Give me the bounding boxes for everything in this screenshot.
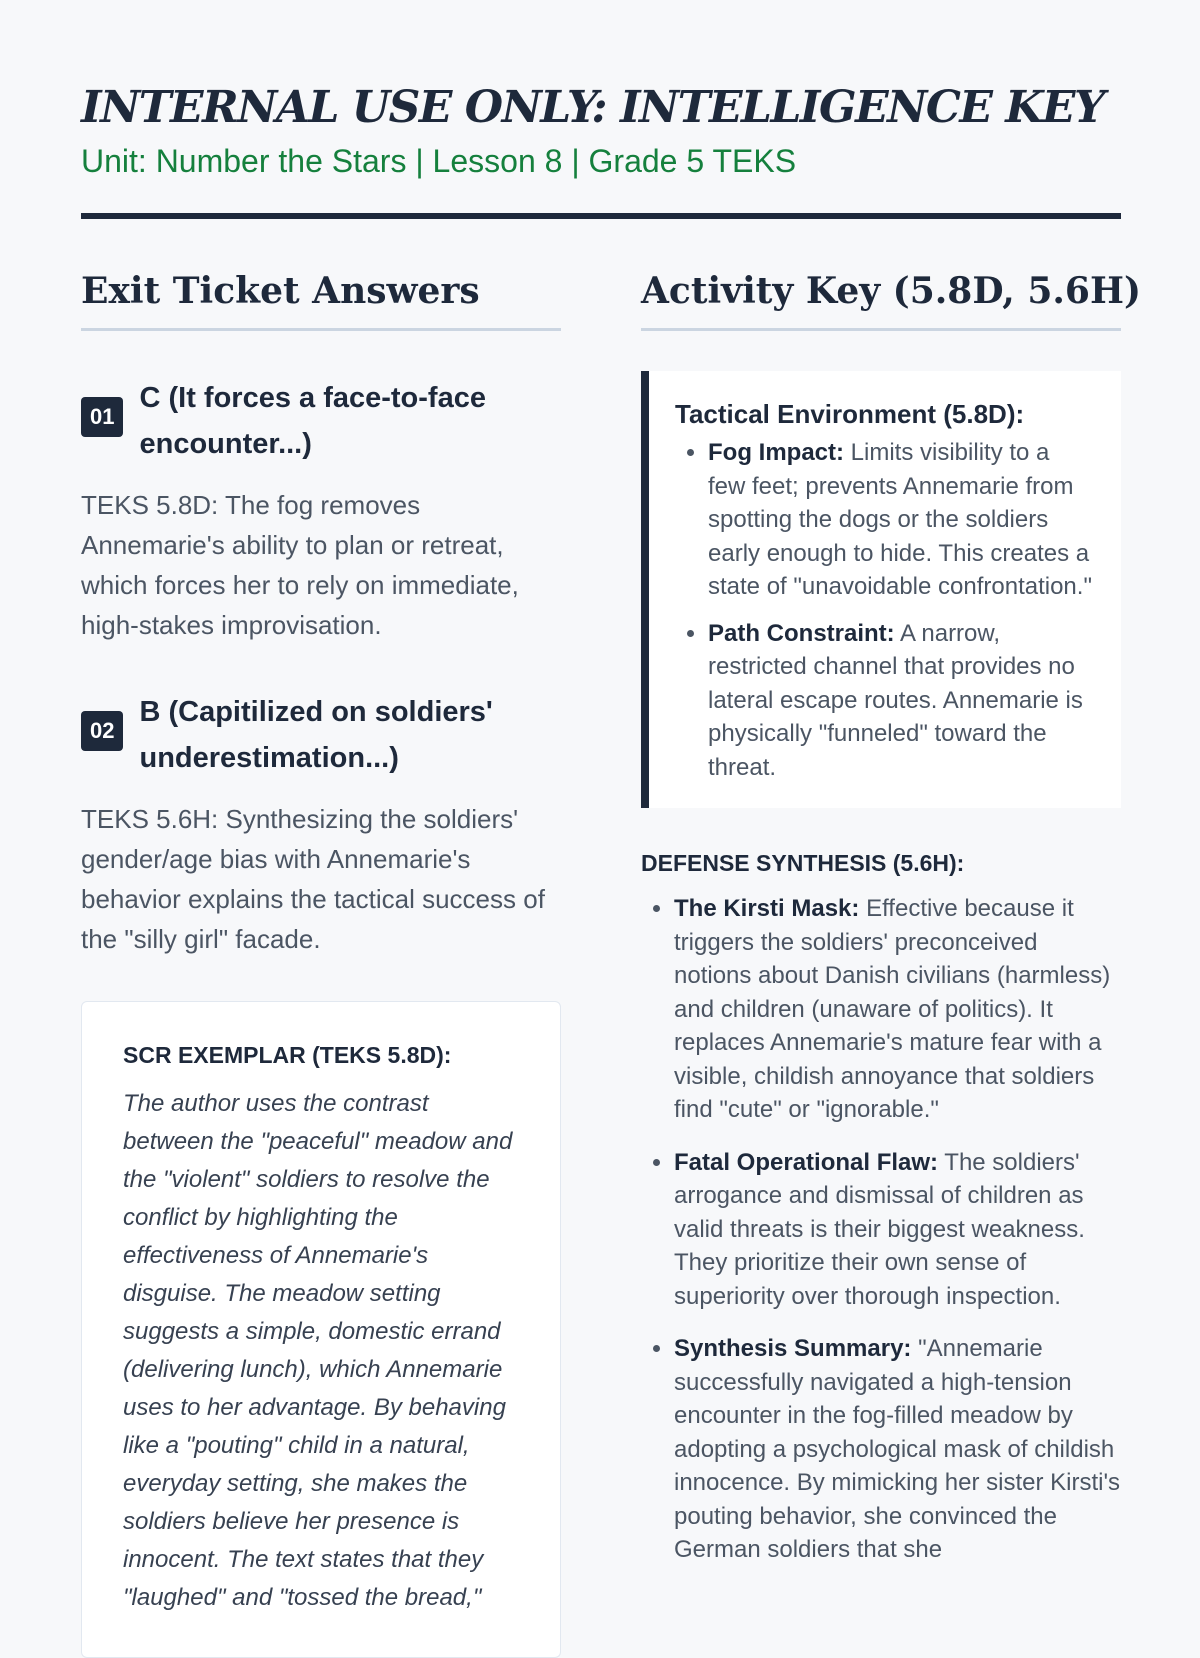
activity-key-heading: Activity Key (5.8D, 5.6H) <box>641 270 1121 331</box>
answer-item <box>81 375 561 645</box>
list-item <box>708 436 1093 604</box>
list-item <box>674 1146 1121 1314</box>
unit-subtitle: Unit: Number the Stars | Lesson 8 | Grade 5 TEKS <box>81 143 797 179</box>
exit-ticket-column <box>81 270 561 1658</box>
item-label: Synthesis Summary: <box>674 1335 912 1362</box>
tactical-environment-heading: Tactical Environment (5.8D): <box>675 399 1025 429</box>
answer-item <box>81 689 561 959</box>
item-text: The soldiers' arrogance and dismissal of children as valid threats is their biggest weakness. They prioritize their own sense of superiority over thorough inspection. <box>674 1148 1085 1310</box>
tactical-environment-card <box>641 371 1121 808</box>
answer-choice: B (Capitilized on soldiers' underestimation...) <box>139 696 493 774</box>
page-title: INTERNAL USE ONLY: INTELLIGENCE KEY <box>81 82 1104 133</box>
question-number-badge: 01 <box>81 397 123 437</box>
item-text: A narrow, restricted channel that provides no lateral escape routes. Annemarie is physically "funneled" toward the threat. <box>708 619 1083 781</box>
answer-choice: C (It forces a face-to-face encounter...) <box>139 382 486 460</box>
defense-list <box>641 892 1121 1567</box>
header-divider <box>81 213 1121 219</box>
answer-explanation: TEKS 5.6H: Synthesizing the soldiers' gender/age bias with Annemarie's behavior explains the tactical success of the "silly girl" facade. <box>81 804 545 954</box>
list-item <box>708 617 1093 785</box>
activity-key-column <box>641 270 1142 1567</box>
question-number-badge: 02 <box>81 711 123 751</box>
item-label: Fog Impact: <box>708 439 844 466</box>
scr-exemplar-label: SCR EXEMPLAR (TEKS 5.8D): <box>123 1042 452 1068</box>
item-text: Effective because it triggers the soldiers' preconceived notions about Danish civilians (harmless) and children (unaware of politics). It replaces Annemarie's mature fear with a visible, childish annoyance that soldiers find "cute" or "ignorable." <box>674 895 1111 1123</box>
tactical-list <box>675 436 1093 784</box>
list-item <box>674 1332 1121 1567</box>
answer-explanation: TEKS 5.8D: The fog removes Annemarie's ability to plan or retreat, which forces her to rely on immediate, high-stakes improvisation. <box>81 490 519 640</box>
defense-synthesis-heading: DEFENSE SYNTHESIS (5.6H): <box>641 850 965 876</box>
item-label: Fatal Operational Flaw: <box>674 1148 939 1176</box>
list-item <box>674 892 1121 1127</box>
item-text: Limits visibility to a few feet; prevents Annemarie from spotting the dogs or the soldiers early enough to hide. This creates a state of "unavoidable confrontation." <box>708 439 1092 600</box>
scr-exemplar-card <box>81 1001 561 1658</box>
item-text: "Annemarie successfully navigated a high-tension encounter in the fog-filled meadow by adopting a psychological mask of childish innocence. By mimicking her sister Kirsti's pouting behavior, she convinced the German soldiers that she <box>674 1335 1121 1563</box>
exit-ticket-heading: Exit Ticket Answers <box>81 270 561 331</box>
item-label: The Kirsti Mask: <box>674 895 860 922</box>
item-label: Path Constraint: <box>708 619 895 647</box>
scr-exemplar-text: The author uses the contrast between the "peaceful" meadow and the "violent" soldiers to resolve the conflict by highlighting the effectiveness of Annemarie's disguise. The meadow setting suggests a simple, domestic errand (delivering lunch), which Annemarie uses to her advantage. By behaving like a "pouting" child in a natural, everyday setting, she makes the soldiers believe her presence is innocent. The text states that they "laughed" and "tossed the bread," <box>123 1090 513 1611</box>
